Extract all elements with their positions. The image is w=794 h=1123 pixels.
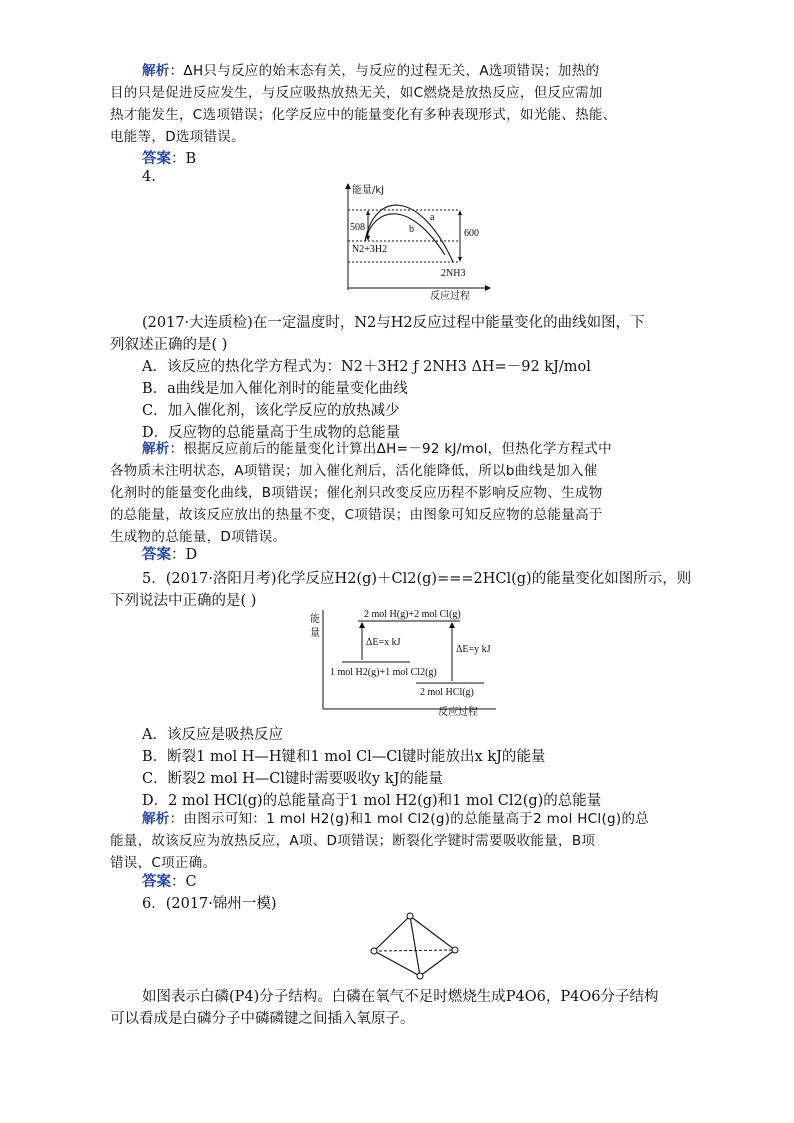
- q4-analysis-line-2: 各物质未注明状态，A项错误；加入催化剂后，活化能降低，所以b曲线是加入催: [110, 463, 598, 479]
- q3-analysis-line-1: 解析：ΔH只与反应的始末态有关，与反应的过程无关，A选项错误；加热的: [142, 63, 600, 79]
- q5-low-level-label: 2 mol HCl(g): [420, 687, 474, 698]
- q5-stem-line-2: 下列说法中正确的是( ): [110, 593, 257, 609]
- q4-option-c: C．加入催化剂，该化学反应的放热减少: [142, 403, 400, 419]
- q3-analysis-line-2: 目的只是促进反应发生，与反应吸热放热无关，如C燃烧是放热反应，但反应需加: [110, 85, 603, 101]
- q3-analysis-line-4: 电能等，D选项错误。: [110, 129, 245, 145]
- q5-analysis-line-2: 能量，故该反应为放热反应，A项、D项错误；断裂化学键时需要吸收能量，B项: [110, 833, 596, 849]
- q6-stem: 6．(2017·锦州一模): [142, 896, 277, 912]
- q4-analysis-line-5: 生成物的总能量，D项错误。: [110, 529, 287, 545]
- q5-option-b: B．断裂1 mol H—H键和1 mol Cl—Cl键时能放出x kJ的能量: [142, 749, 546, 765]
- q5-option-d: D．2 mol HCl(g)的总能量高于1 mol H2(g)和1 mol Cl2(g)的总能量: [142, 793, 602, 809]
- p-atom-left: [371, 948, 377, 954]
- q5-energy-diagram: [300, 606, 500, 718]
- q3-answer-label: 答案: [142, 150, 171, 167]
- q3-analysis-line-3: 热才能发生，C选项错误；化学反应中的能量变化有多种表现形式，如光能、热能、: [110, 107, 617, 123]
- q4-option-d: D．反应物的总能量高于生成物的总能量: [142, 425, 401, 441]
- q5-option-a: A．该反应是吸热反应: [142, 727, 283, 743]
- q5-analysis-label: 解析: [142, 811, 170, 827]
- q4-product-label: 2NH3: [441, 268, 466, 279]
- q4-analysis-line-3: 化剂时的能量变化曲线，B项错误；催化剂只改变反应历程不影响反应物、生成物: [110, 485, 603, 501]
- q6-p4-tetrahedron: [370, 912, 460, 982]
- q5-label-de-x: ΔE=x kJ: [366, 637, 401, 648]
- q5-analysis-line-3: 错误，C项正确。: [110, 855, 217, 871]
- q4-answer: 答案：D: [142, 546, 198, 563]
- q6-body-line-2: 可以看成是白磷分子中磷磷键之间插入氧原子。: [110, 1011, 415, 1027]
- p-atom-right: [452, 947, 458, 953]
- q4-ylabel: 能量/kJ: [352, 185, 385, 196]
- q5-answer-label: 答案: [142, 873, 171, 890]
- q5-analysis-line-1: 解析：由图示可知：1 mol H2(g)和1 mol Cl2(g)的总能量高于2 mol HCl(g)的总: [142, 811, 650, 827]
- q5-option-c: C．断裂2 mol H—Cl键时需要吸收y kJ的能量: [142, 771, 443, 787]
- q4-stem-line-2: 列叙述正确的是( ): [110, 337, 228, 353]
- q4-energy-diagram: [335, 180, 495, 302]
- q5-ylabel-2: 量: [310, 628, 320, 639]
- q5-xlabel: 反应过程: [438, 707, 478, 718]
- p-atom-bottom: [417, 973, 423, 979]
- q4-label-a: a: [430, 212, 435, 223]
- q4-reactants-label: N2+3H2: [352, 244, 388, 255]
- q4-label-508: 508: [350, 222, 365, 233]
- q4-x-axis-arrow: [485, 285, 491, 291]
- q5-mid-level-label: 1 mol H2(g)+1 mol Cl2(g): [330, 667, 437, 678]
- q4-option-b: B．a曲线是加入催化剂时的能量变化曲线: [142, 381, 408, 397]
- q4-label-600: 600: [464, 228, 479, 239]
- q6-body-line-1: 如图表示白磷(P4)分子结构。白磷在氧气不足时燃烧生成P4O6，P4O6分子结构: [142, 989, 659, 1005]
- q3-analysis-label: 解析: [142, 63, 170, 79]
- p-atom-top: [407, 913, 413, 919]
- q5-answer: 答案：C: [142, 873, 197, 890]
- q4-analysis-label: 解析: [142, 441, 170, 457]
- q5-ylabel-1: 能: [310, 614, 320, 625]
- q5-top-level-label: 2 mol H(g)+2 mol Cl(g): [364, 609, 461, 620]
- q5-label-de-y: ΔE=y kJ: [456, 644, 491, 655]
- q4-number: 4.: [142, 169, 156, 185]
- q5-stem-line-1: 5．(2017·洛阳月考)化学反应H2(g)＋Cl2(g)===2HCl(g)的能量变化如图所示，则: [142, 571, 692, 587]
- q4-option-a: A．该反应的热化学方程式为：N2＋3H2 ƒ 2NH3 ΔH=－92 kJ/mol: [142, 359, 591, 375]
- q4-stem-line-1: (2017·大连质检)在一定温度时，N2与H2反应过程中能量变化的曲线如图，下: [142, 315, 645, 331]
- q4-xlabel: 反应过程: [430, 291, 470, 302]
- q4-analysis-line-4: 的总能量，故该反应放出的热量不变，C项错误；由图象可知反应物的总能量高于: [110, 507, 603, 523]
- q4-y-axis-arrow: [345, 183, 351, 189]
- q4-answer-label: 答案: [142, 546, 171, 563]
- q3-answer: 答案：B: [142, 150, 197, 167]
- q4-label-b: b: [409, 224, 414, 235]
- q4-analysis-line-1: 解析：根据反应前后的能量变化计算出ΔH=－92 kJ/mol，但热化学方程式中: [142, 441, 612, 457]
